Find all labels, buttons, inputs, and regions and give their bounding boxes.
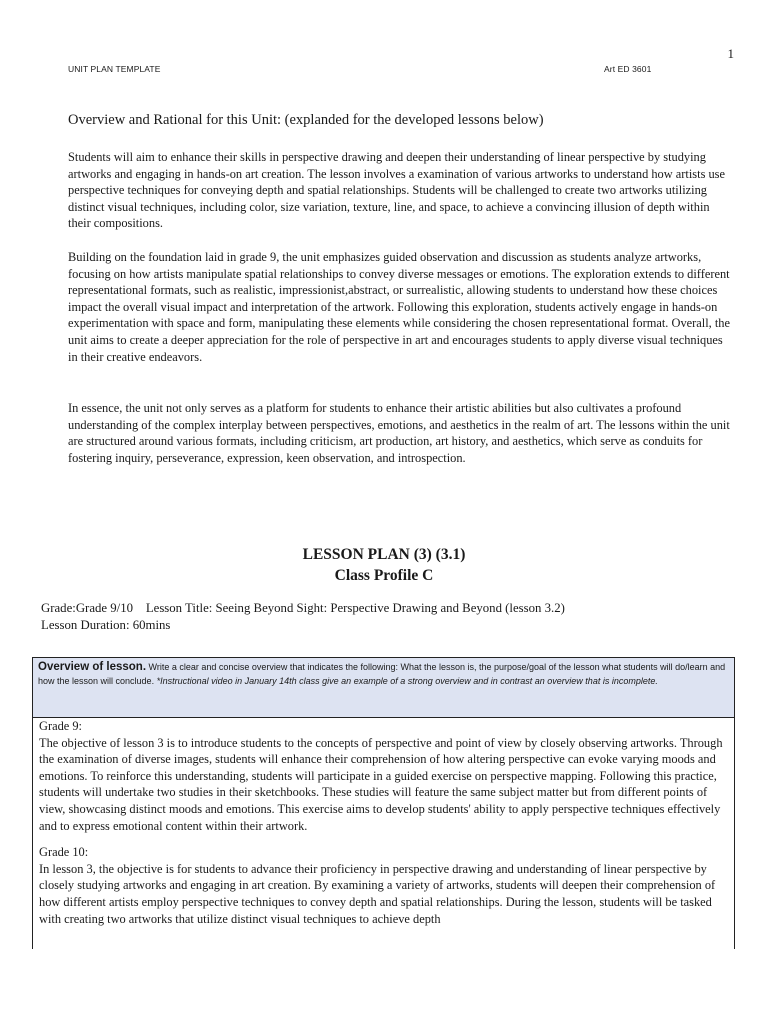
overview-paragraph: Students will aim to enhance their skills in perspective drawing and deepen their understanding of linear perspective by studying artworks and engaging in hands-on art creation. The lesson involves a examination of various artworks to understand how artists use perspective techniques for conveying depth and spatial relationships. Students will be challenged to create two artworks utilizing distinct visual techniques, including color, size variation, texture, line, and space, to achieve a convincing illusion of depth within their compositions. <box>68 150 726 231</box>
overview-paragraph: Building on the foundation laid in grade 9, the unit emphasizes guided observation and discussion as students analyze artworks, focusing on how artists manipulate spatial relationships to convey diverse messages or emotions. The exploration extends to different representational formats, such as realistic, impressionist,abstract, or surrealistic, allowing students to understand how these choices impact the overall visual impact and interpretation of the artwork. Following this exploration, students actively engage in hands-on experimentation with space and form, manipulating these elements while considering the chosen representational format. Overall, the unit aims to create a deeper appreciation for the role of perspective in art and encourages students to apply diverse visual techniques in their creative endeavors. <box>68 250 730 364</box>
grade9-label: Grade 9: <box>39 719 83 733</box>
lesson-meta <box>41 600 741 633</box>
unit-overview-heading: Overview and Rational for this Unit: (explanded for the developed lessons below) <box>68 112 544 128</box>
grade-and-title-line: Grade:Grade 9/10 Lesson Title: Seeing Beyond Sight: Perspective Drawing and Beyond (lesson 3.2) <box>41 601 565 615</box>
header-right-label: Art ED 3601 <box>604 64 652 74</box>
lesson-overview-table <box>32 657 735 949</box>
class-profile-subtitle: Class Profile C <box>334 567 434 584</box>
lesson-plan-title: LESSON PLAN (3) (3.1) <box>302 546 466 563</box>
lesson-overview-title: Overview of lesson. <box>38 661 147 673</box>
overview-paragraph: In essence, the unit not only serves as a platform for students to enhance their artistic abilities but also cultivates a profound understanding of the complex interplay between perspectives, emotions, and aesthetics in the realm of art. The lessons within the unit are structured around various formats, including criticism, art production, art history, and aesthetics, which serve as conduits for fostering inquiry, perseverance, expression, keen observation, and introspection. <box>68 401 730 465</box>
lesson-overview-note: *Instructional video in January 14th class give an example of a strong overview and in contrast an overview that is incomplete. <box>156 676 658 686</box>
lesson-duration-line: Lesson Duration: 60mins <box>41 617 171 632</box>
lesson-overview-instructions: Write a clear and concise overview that indicates the following: What the lesson is, the purpose/goal of the lesson what students will do/learn and how the lesson will conclude. <box>38 662 726 686</box>
grade10-label: Grade 10: <box>39 845 89 860</box>
page-number: 1 <box>727 46 734 61</box>
lesson-overview-header-cell <box>33 658 734 718</box>
grade10-overview-text: In lesson 3, the objective is for students to advance their proficiency in perspective drawing and understanding of linear perspective by closely studying artworks and engaging in art creation. By examining a variety of artworks, students will deepen their comprehension of how different artists employ perspective techniques to convey depth and spatial relationships. During the lesson, students will be tasked with creating two artworks that utilize distinct visual techniques to achieve depth <box>39 861 716 926</box>
lesson-overview-body-cell <box>33 718 734 927</box>
lesson-plan-heading <box>0 544 768 586</box>
grade9-overview-text: The objective of lesson 3 is to introduce students to the concepts of perspective and point of view by closely observing artworks. Through the examination of diverse images, students will enhance their comprehension of how altering perspective can evoke varying moods and emotions. To reinforce this understanding, students will participate in a guided exercise on perspective mapping. Following this practice, students will undertake two studies in their sketchbooks. These studies will feature the same subject matter but from different points of view, showcasing distinct moods and emotions. This exercise aims to develop students' ability to apply perspective techniques effectively and to express emotional content within their artwork. <box>39 735 723 833</box>
header-left-label: UNIT PLAN TEMPLATE <box>68 64 161 74</box>
